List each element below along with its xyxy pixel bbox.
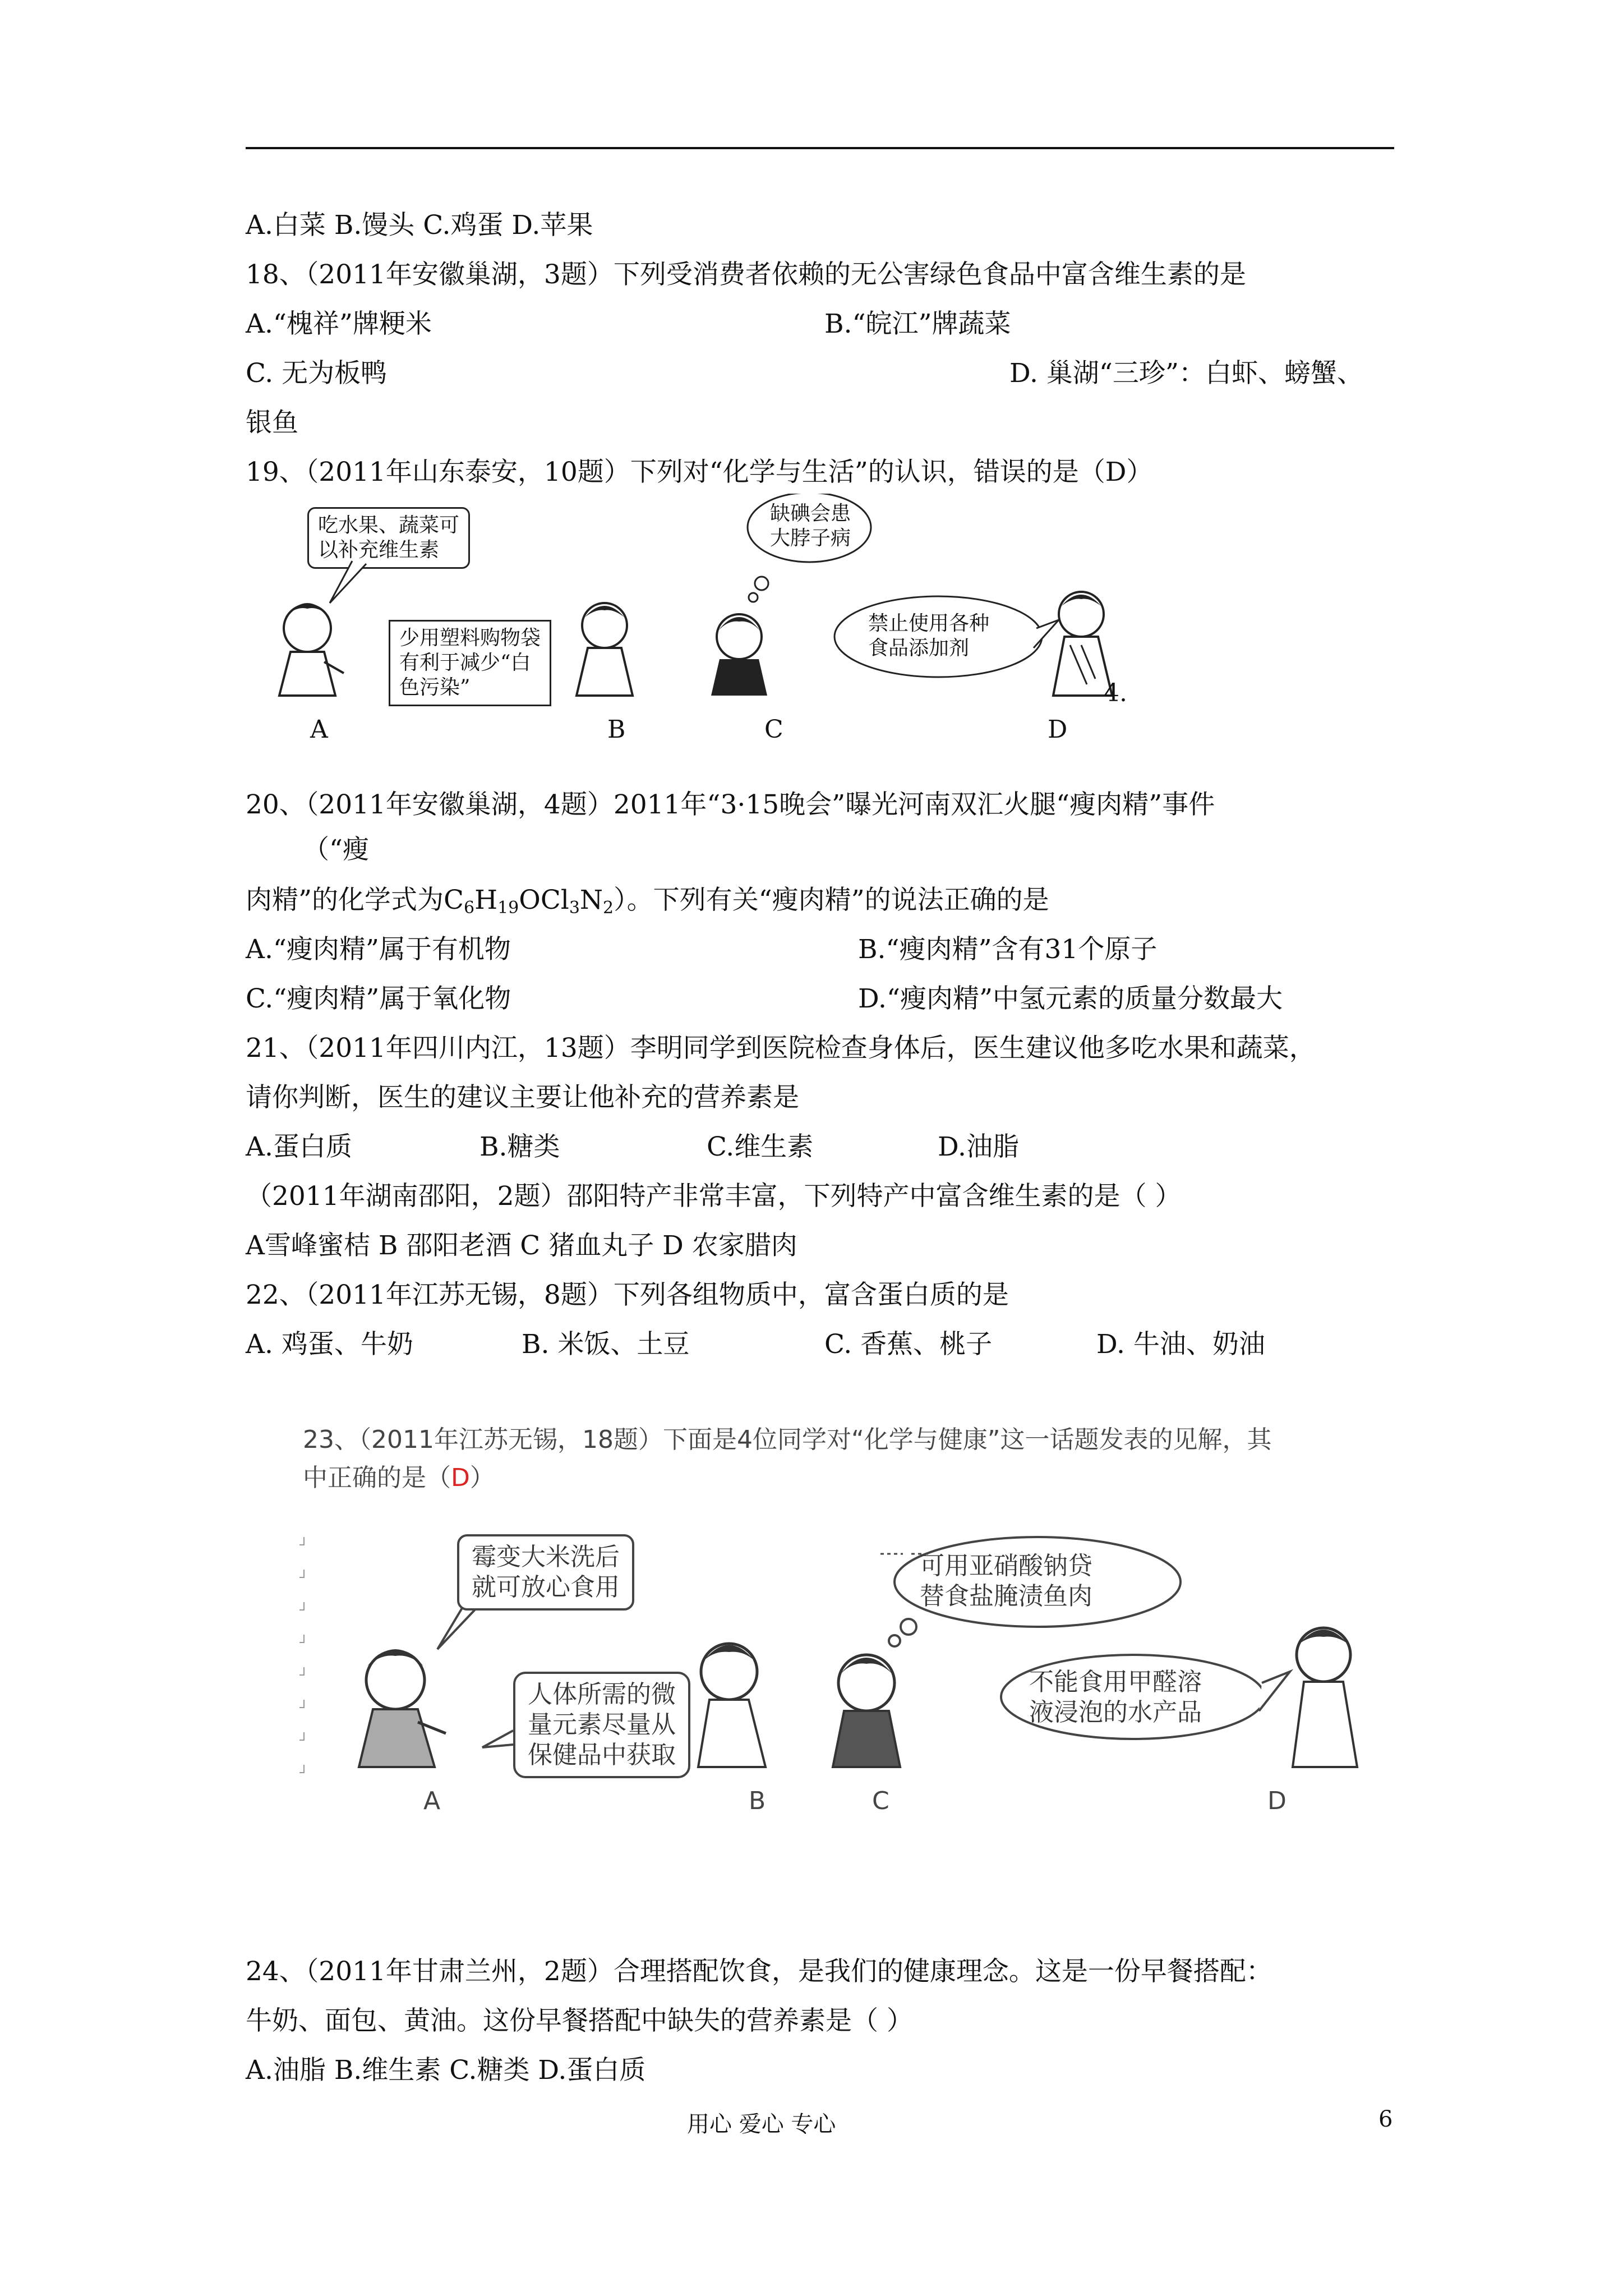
person-a-drawing-23 bbox=[359, 1649, 446, 1767]
formula-h: H bbox=[474, 885, 498, 915]
question-24: 24、（2011年甘肃兰州，2题）合理搭配饮食，是我们的健康理念。这是一份早餐搭配： bbox=[246, 1956, 1272, 1987]
figure-q19-drawings bbox=[246, 494, 1171, 757]
q18-option-a: A.“槐祥”牌粳米 bbox=[246, 309, 432, 339]
header-rule bbox=[246, 147, 1394, 149]
question-24-cont: 牛奶、面包、黄油。这份早餐搭配中缺失的营养素是（ ） bbox=[246, 2005, 913, 2036]
label-d: D bbox=[1048, 715, 1068, 744]
q18-option-d-cont: 银鱼 bbox=[246, 407, 298, 438]
q24-options: A.油脂 B.维生素 C.糖类 D.蛋白质 bbox=[246, 2055, 646, 2086]
question-20: 20、（2011年安徽巢湖，4题）2011年“3·15晚会”曝光河南双汇火腿“瘦肉精”事件 bbox=[246, 789, 1215, 820]
q23-title-suffix: ） bbox=[469, 1464, 495, 1492]
label-b-23: B bbox=[749, 1787, 766, 1815]
question-18: 18、（2011年安徽巢湖，3题）下列受消费者依赖的无公害绿色食品中富含维生素的是 bbox=[246, 259, 1246, 290]
person-b-drawing-23 bbox=[698, 1644, 766, 1767]
bubble-c-line2: 大脖子病 bbox=[770, 527, 851, 550]
shaoyang-options: A雪峰蜜桔 B 邵阳老酒 C 猪血丸子 D 农家腊肉 bbox=[246, 1230, 797, 1261]
bubble-d23-line1: 不能食用甲醛溶 bbox=[1029, 1668, 1202, 1696]
speech-bubble-d bbox=[868, 611, 989, 661]
thought-bubble-c-23 bbox=[920, 1551, 1092, 1612]
question-21: 21、（2011年四川内江，13题）李明同学到医院检查身体后，医生建议他多吃水果和蔬菜， bbox=[246, 1033, 1316, 1064]
bubble-a-line1: 吃水果、蔬菜可 bbox=[318, 514, 460, 537]
footer-motto: 用心 爱心 专心 bbox=[687, 2111, 836, 2137]
q20-option-a: A.“瘦肉精”属于有机物 bbox=[246, 934, 511, 965]
q17-options: A.白菜 B.馒头 C.鸡蛋 D.苹果 bbox=[246, 210, 593, 241]
q20-option-d: D.“瘦肉精”中氢元素的质量分数最大 bbox=[858, 983, 1283, 1014]
q23-title-line1: 23、（2011年江苏无锡，18题）下面是4位同学对“化学与健康”这一话题发表的见解，其 bbox=[303, 1425, 1272, 1454]
speech-bubble-d-23 bbox=[1029, 1667, 1202, 1728]
speech-bubble-b-23 bbox=[513, 1672, 690, 1778]
question-shaoyang: （2011年湖南邵阳，2题）邵阳特产非常丰富，下列特产中富含维生素的是（ ） bbox=[246, 1181, 1182, 1212]
bubble-b23-line3: 保健品中获取 bbox=[528, 1741, 676, 1769]
bubble-c-line1: 缺碘会患 bbox=[770, 502, 851, 525]
bubble-a23-line2: 就可放心食用 bbox=[472, 1573, 620, 1602]
figure-q23 bbox=[297, 1419, 1408, 1846]
person-a-drawing bbox=[279, 603, 344, 696]
q22-option-d: D. 牛油、奶油 bbox=[1096, 1329, 1265, 1360]
sub-h: 19 bbox=[497, 898, 519, 918]
bubble-a-line2: 以补充维生素 bbox=[318, 539, 440, 562]
q20-option-b: B.“瘦肉精”含有31个原子 bbox=[858, 934, 1158, 965]
q21-option-a: A.蛋白质 bbox=[246, 1131, 352, 1162]
question-20-formula bbox=[246, 884, 1049, 917]
person-c-drawing-23 bbox=[833, 1619, 916, 1767]
bubble-b23-line1: 人体所需的微 bbox=[528, 1680, 676, 1709]
label-a-23: A bbox=[423, 1787, 441, 1815]
thought-bubble-c bbox=[770, 501, 851, 551]
q22-option-b: B. 米饭、土豆 bbox=[522, 1329, 690, 1360]
label-a: A bbox=[310, 715, 328, 744]
q22-option-c: C. 香蕉、桃子 bbox=[824, 1329, 993, 1360]
q21-option-d: D.油脂 bbox=[938, 1131, 1019, 1162]
figure-q19 bbox=[246, 494, 1171, 757]
q23-title-prefix: 中正确的是（ bbox=[303, 1464, 451, 1492]
q22-option-a: A. 鸡蛋、牛奶 bbox=[246, 1329, 413, 1360]
person-b-drawing bbox=[577, 603, 633, 696]
figure-q23-drawings bbox=[297, 1419, 1408, 1846]
formula-n: N bbox=[579, 885, 603, 915]
q18-option-b: B.“皖江”牌蔬菜 bbox=[824, 309, 1011, 339]
bubble-d23-line2: 液浸泡的水产品 bbox=[1029, 1698, 1202, 1727]
formula-prefix: 肉精”的化学式为C bbox=[246, 885, 464, 915]
q23-answer: D bbox=[451, 1464, 470, 1492]
page-number: 6 bbox=[1378, 2106, 1393, 2132]
bubble-b-line3: 色污染” bbox=[399, 676, 471, 699]
formula-ocl: OCl bbox=[519, 885, 569, 915]
question-19: 19、（2011年山东泰安，10题）下列对“化学与生活”的认识，错误的是（D） bbox=[246, 457, 1153, 487]
label-b: B bbox=[607, 715, 626, 744]
bubble-c23-line1: 可用亚硝酸钠贷 bbox=[920, 1552, 1092, 1580]
person-d-drawing-23 bbox=[1293, 1628, 1357, 1767]
label-extra: 4. bbox=[1104, 679, 1127, 707]
speech-bubble-b bbox=[389, 620, 551, 706]
bubble-b23-line2: 量元素尽量从 bbox=[528, 1710, 676, 1739]
person-c-drawing bbox=[711, 577, 768, 696]
label-c: C bbox=[764, 715, 783, 744]
bubble-c23-line2: 替食盐腌渍鱼肉 bbox=[920, 1582, 1092, 1611]
speech-bubble-a-23 bbox=[457, 1534, 634, 1611]
label-d-23: D bbox=[1267, 1787, 1287, 1815]
q18-option-d: D. 巢湖“三珍”：白虾、螃蟹、 bbox=[1009, 358, 1363, 389]
formula-suffix: ）。下列有关“瘦肉精”的说法正确的是 bbox=[614, 885, 1049, 915]
bubble-b-line2: 有利于减少“白 bbox=[399, 651, 531, 674]
q21-option-b: B.糖类 bbox=[479, 1131, 560, 1162]
q21-option-c: C.维生素 bbox=[707, 1131, 814, 1162]
q18-option-c: C. 无为板鸭 bbox=[246, 358, 388, 389]
bubble-a23-line1: 霉变大米洗后 bbox=[472, 1543, 620, 1571]
bubble-d-line1: 禁止使用各种 bbox=[868, 612, 990, 635]
label-c-23: C bbox=[872, 1787, 889, 1815]
sub-c: 6 bbox=[464, 898, 475, 918]
question-21-cont: 请你判断，医生的建议主要让他补充的营养素是 bbox=[246, 1082, 799, 1113]
sub-n: 2 bbox=[603, 898, 614, 918]
bubble-b-line1: 少用塑料购物袋 bbox=[399, 627, 541, 650]
question-22: 22、（2011年江苏无锡，8题）下列各组物质中，富含蛋白质的是 bbox=[246, 1280, 1009, 1310]
question-20-cont: （“瘦 bbox=[303, 834, 370, 865]
q20-option-c: C.“瘦肉精”属于氧化物 bbox=[246, 983, 511, 1014]
bubble-d-line2: 食品添加剂 bbox=[868, 637, 970, 660]
sub-cl: 3 bbox=[569, 898, 580, 918]
